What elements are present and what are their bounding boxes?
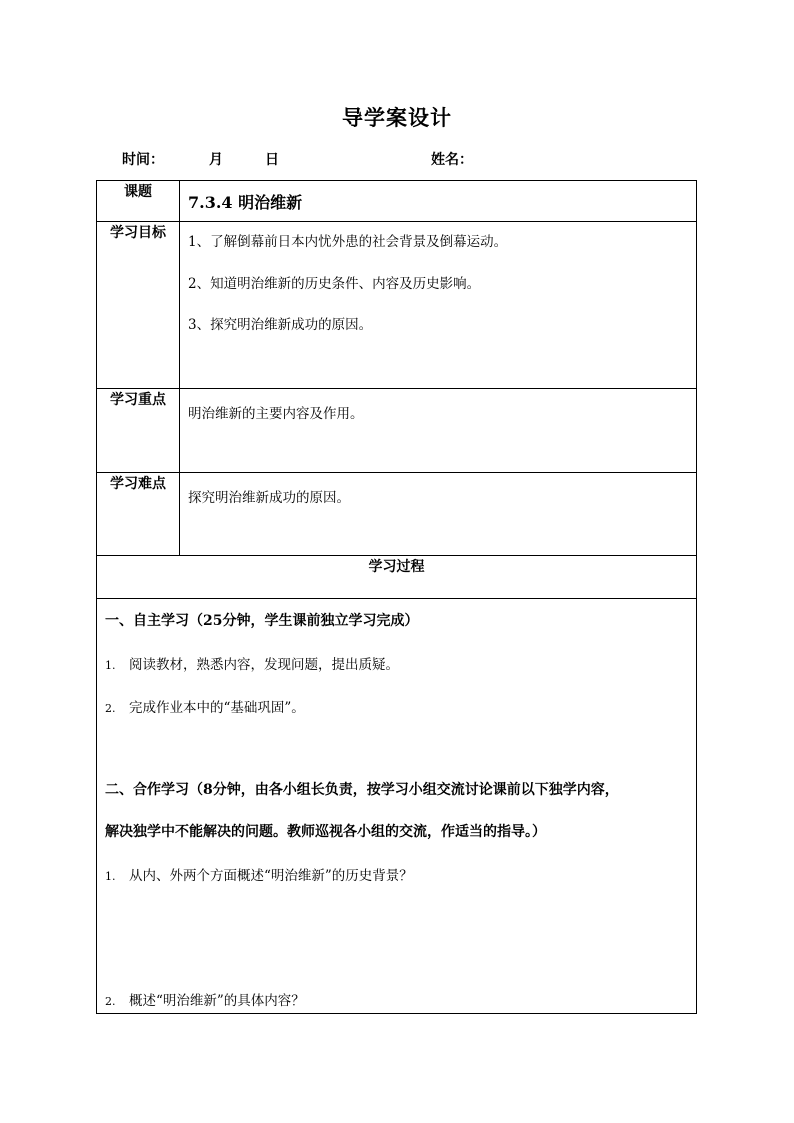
list-item	[105, 864, 413, 884]
list-item-text: 从内、外两个方面概述“明治维新”的历史背景？	[129, 868, 413, 884]
key-points-cell	[180, 389, 697, 473]
goal-item: 3、探究明治维新成功的原因。	[188, 317, 373, 333]
list-item	[105, 989, 305, 1009]
topic-label: 课题	[97, 181, 180, 222]
list-item-number: 2.	[105, 995, 116, 1008]
page-title: 导学案设计	[342, 105, 452, 130]
list-item-text: 概述“明治维新”的具体内容？	[129, 993, 305, 1009]
section2-heading-line2: 解决独学中不能解决的问题。教师巡视各小组的交流，作适当的指导。）	[105, 824, 546, 840]
process-content-cell	[97, 599, 697, 1014]
section1-heading: 一、自主学习（25分钟，学生课前独立学习完成）	[105, 613, 419, 629]
list-item-number: 2.	[105, 702, 116, 715]
difficult-points-value: 探究明治维新成功的原因。	[188, 490, 350, 506]
difficult-points-row	[97, 473, 697, 556]
list-item-number: 1.	[105, 870, 116, 883]
goal-item: 1、了解倒幕前日本内忧外患的社会背景及倒幕运动。	[188, 234, 508, 250]
name-label: 姓名：	[431, 152, 473, 168]
difficult-points-cell	[180, 473, 697, 556]
key-points-value: 明治维新的主要内容及作用。	[188, 406, 364, 422]
process-heading: 学习过程	[97, 556, 697, 599]
topic-row	[97, 181, 697, 222]
day-label: 日	[265, 152, 279, 168]
goals-row	[97, 222, 697, 389]
goal-item: 2、知道明治维新的历史条件、内容及历史影响。	[188, 275, 481, 292]
process-content-row	[97, 599, 697, 1014]
difficult-points-label: 学习难点	[97, 473, 180, 556]
time-label: 时间：	[122, 152, 164, 168]
process-header-row	[97, 556, 697, 599]
list-item-number: 1.	[105, 659, 116, 672]
goals-cell	[180, 222, 697, 389]
list-item-text: 完成作业本中的“基础巩固”。	[129, 700, 305, 716]
topic-cell	[180, 181, 697, 222]
key-points-label: 学习重点	[97, 389, 180, 473]
lesson-plan-table	[96, 180, 697, 1014]
topic-value: 7.3.4 明治维新	[188, 193, 303, 212]
key-points-row	[97, 389, 697, 473]
goals-label: 学习目标	[97, 222, 180, 389]
section2-heading-line1: 二、合作学习（8分钟，由各小组长负责，按学习小组交流讨论课前以下独学内容，	[105, 782, 619, 798]
list-item	[105, 696, 305, 716]
list-item-text: 阅读教材，熟悉内容，发现问题，提出质疑。	[129, 657, 399, 673]
list-item	[105, 653, 399, 673]
month-label: 月	[209, 152, 223, 168]
